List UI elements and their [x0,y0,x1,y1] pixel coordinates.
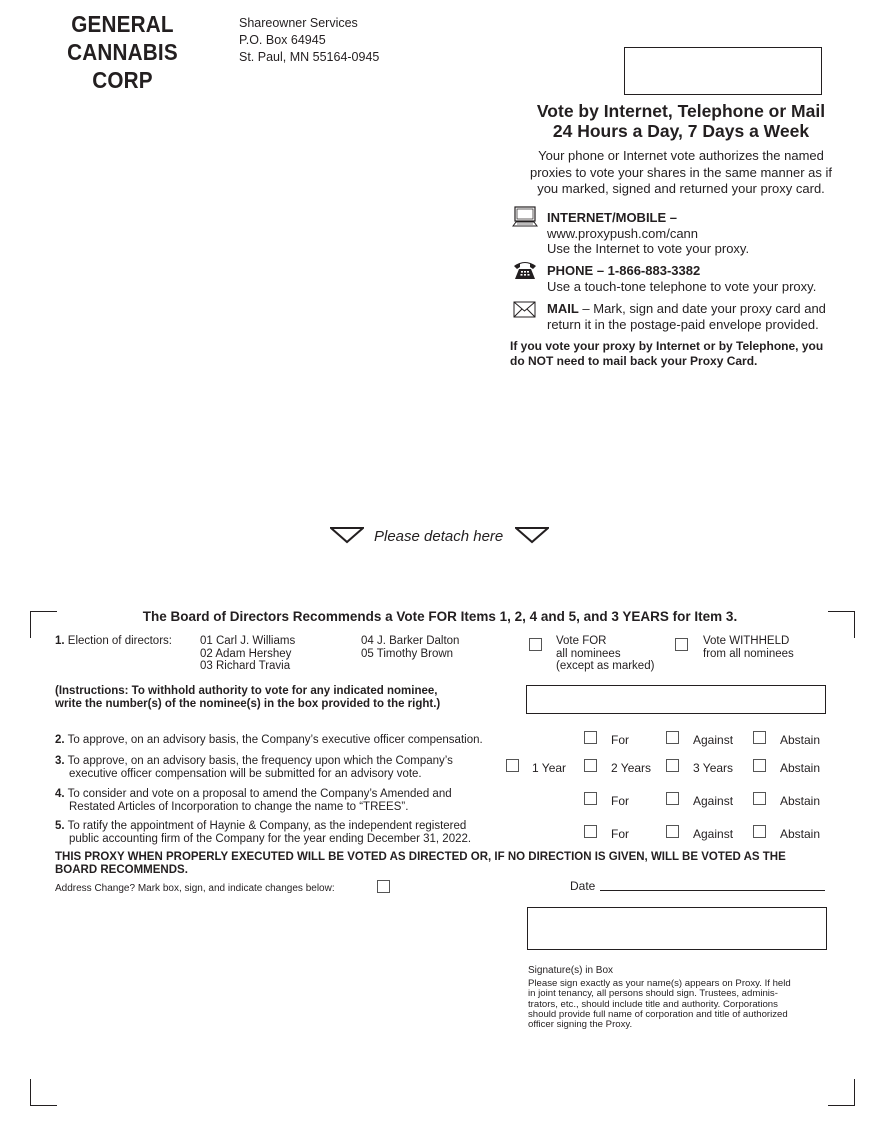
item4-label [55,788,452,813]
item5-for-label: For [611,827,629,841]
address-line: Shareowner Services [239,16,358,30]
detach-label: Please detach here [374,528,504,545]
item5-label [55,820,471,845]
item5-text-line2: public accounting firm of the Company for the year ending December 31, 2022. [69,832,472,845]
item3-3-years-checkbox[interactable] [666,759,679,772]
item2-against-checkbox[interactable] [666,731,679,744]
mail-description-line2: return it in the postage-paid envelope provided. [547,316,819,332]
proxy-statement-line: THIS PROXY WHEN PROPERLY EXECUTED WILL BE VOTED AS DIRECTED OR, IF NO DIRECTION IS GIVEN, WILL BE VOTED AS THE [55,851,786,863]
detach-arrow-right-icon [515,526,549,544]
vote-for-line: Vote FOR [556,635,607,647]
phone-method [547,263,816,294]
item3-1-year-checkbox[interactable] [506,759,519,772]
item2-for-label: For [611,733,629,747]
vote-withheld-label [703,635,794,660]
vote-heading-line2: 24 Hours a Day, 7 Days a Week [552,121,810,141]
nominees-column-1 [200,635,295,673]
item5-against-checkbox[interactable] [666,825,679,838]
crop-mark-top-left [30,611,57,638]
internet-description: Use the Internet to vote your proxy. [547,241,750,256]
nominee: 03 Richard Travia [200,660,291,672]
item2-label [55,734,483,747]
company-name-line1: GENERAL [71,11,174,37]
notice-line: do NOT need to mail back your Proxy Card. [510,353,758,368]
nominee: 04 J. Barker Dalton [361,635,460,647]
address-line: St. Paul, MN 55164-0945 [239,50,380,64]
signature-note-line: trators, etc., should include title and authority. Corporations [528,998,778,1010]
item5-abstain-checkbox[interactable] [753,825,766,838]
internet-url[interactable]: www.proxypush.com/cann [547,225,699,241]
item4-text: To consider and vote on a proposal to amend the Company’s Amended and [67,788,452,800]
crop-mark-bottom-right [828,1079,855,1106]
board-recommendation: The Board of Directors Recommends a Vote FOR Items 1, 2, 4 and 5, and 3 YEARS for Item 3. [142,609,738,624]
item3-number: 3. [55,755,65,767]
nominee: 02 Adam Hershey [200,647,292,660]
address-change-checkbox[interactable] [377,880,390,893]
item4-against-checkbox[interactable] [666,792,679,805]
proxy-statement [55,851,835,877]
vote-intro-line: Your phone or Internet vote authorizes the named [538,148,824,163]
item4-abstain-label: Abstain [780,794,821,808]
computer-icon [512,206,538,228]
proxy-statement-line: BOARD RECOMMENDS. [55,864,188,876]
nominees-column-2 [361,635,459,660]
telephone-icon [512,259,538,281]
phone-label: PHONE – 1-866-883-3382 [547,263,701,278]
item4-for-label: For [611,794,629,808]
signature-note-line: in joint tenancy, all persons should sign. Trustees, adminis- [528,988,778,1000]
item2-number: 2. [55,734,65,746]
item2-for-checkbox[interactable] [584,731,597,744]
item2-abstain-label: Abstain [780,733,821,747]
internet-label: INTERNET/MOBILE [547,210,667,225]
withhold-nominee-input[interactable] [526,685,826,714]
vote-intro-line: you marked, signed and returned your proxy card. [537,181,825,196]
signature-note-line: officer signing the Proxy. [528,1019,633,1031]
vote-for-line: (except as marked) [556,660,655,672]
item2-abstain-checkbox[interactable] [753,731,766,744]
signature-note-line: should provide full name of corporation and title of authorized [528,1008,788,1020]
item1-text: Election of directors: [67,635,172,647]
item3-text: To approve, on an advisory basis, the frequency upon which the Company’s [67,755,453,767]
company-name-line2: CANNABIS CORP [67,39,178,93]
item5-text: To ratify the appointment of Haynie & Company, as the independent registered [67,820,467,832]
nominee: 05 Timothy Brown [361,647,454,660]
vote-for-all-label [556,635,654,673]
withheld-line: from all nominees [703,647,794,660]
internet-dash: – [666,210,678,225]
mail-method [547,301,826,332]
signature-note-line: Please sign exactly as your name(s) appears on Proxy. If held [528,978,791,989]
company-name [39,10,206,94]
vote-withheld-checkbox[interactable] [675,638,688,651]
item3-abstain-label: Abstain [780,761,821,775]
item3-text-line2: executive officer compensation will be submitted for an advisory vote. [69,767,422,780]
item4-abstain-checkbox[interactable] [753,792,766,805]
mail-description: – Mark, sign and date your proxy card and [578,301,826,316]
item4-for-checkbox[interactable] [584,792,597,805]
item4-text-line2: Restated Articles of Incorporation to change the name to “TREES”. [69,800,409,813]
item2-against-label: Against [693,733,734,747]
withheld-line: Vote WITHHELD [703,635,790,647]
item4-number: 4. [55,788,65,800]
date-label: Date [570,879,596,893]
control-number-box [624,47,822,95]
item5-abstain-label: Abstain [780,827,821,841]
signature-instructions [528,979,828,1030]
notice-line: If you vote your proxy by Internet or by Telephone, you [510,339,824,353]
address-change-label: Address Change? Mark box, sign, and indicate changes below: [55,883,335,894]
withhold-instructions [55,685,440,710]
address-line: P.O. Box 64945 [239,33,326,47]
crop-mark-top-right [828,611,855,638]
vote-for-all-checkbox[interactable] [529,638,542,651]
no-mail-notice [510,339,855,368]
item1-number: 1. [55,635,65,647]
instructions-line: (Instructions: To withhold authority to vote for any indicated nominee, [55,685,438,697]
mail-label: MAIL [547,301,579,316]
item3-1-year-label: 1 Year [532,761,567,775]
envelope-icon [512,299,538,321]
item5-number: 5. [55,820,65,832]
instructions-line: write the number(s) of the nominee(s) in the box provided to the right.) [55,697,441,710]
vote-intro-line: proxies to vote your shares in the same manner as if [529,164,833,180]
item4-against-label: Against [693,794,734,808]
item3-2-years-label: 2 Years [611,761,652,775]
vote-methods-heading [506,101,856,141]
item1-label [55,635,172,648]
item3-label [55,755,453,780]
vote-for-line: all nominees [556,647,621,660]
crop-mark-bottom-left [30,1079,57,1106]
signature-title: Signature(s) in Box [528,965,614,976]
item5-against-label: Against [693,827,734,841]
item3-3-years-label: 3 Years [693,761,734,775]
vote-intro [506,148,856,198]
item3-2-years-checkbox[interactable] [584,759,597,772]
vote-heading-line1: Vote by Internet, Telephone or Mail [536,101,826,121]
detach-arrow-left-icon [330,526,364,544]
phone-description: Use a touch-tone telephone to vote your proxy. [547,278,817,294]
internet-method [547,210,749,257]
nominee: 01 Carl J. Williams [200,635,296,647]
item3-abstain-checkbox[interactable] [753,759,766,772]
item5-for-checkbox[interactable] [584,825,597,838]
mailing-address [239,15,379,66]
signature-box[interactable] [527,907,827,950]
date-field[interactable] [600,890,825,891]
item2-text: To approve, on an advisory basis, the Company’s executive officer compensation. [67,734,483,746]
